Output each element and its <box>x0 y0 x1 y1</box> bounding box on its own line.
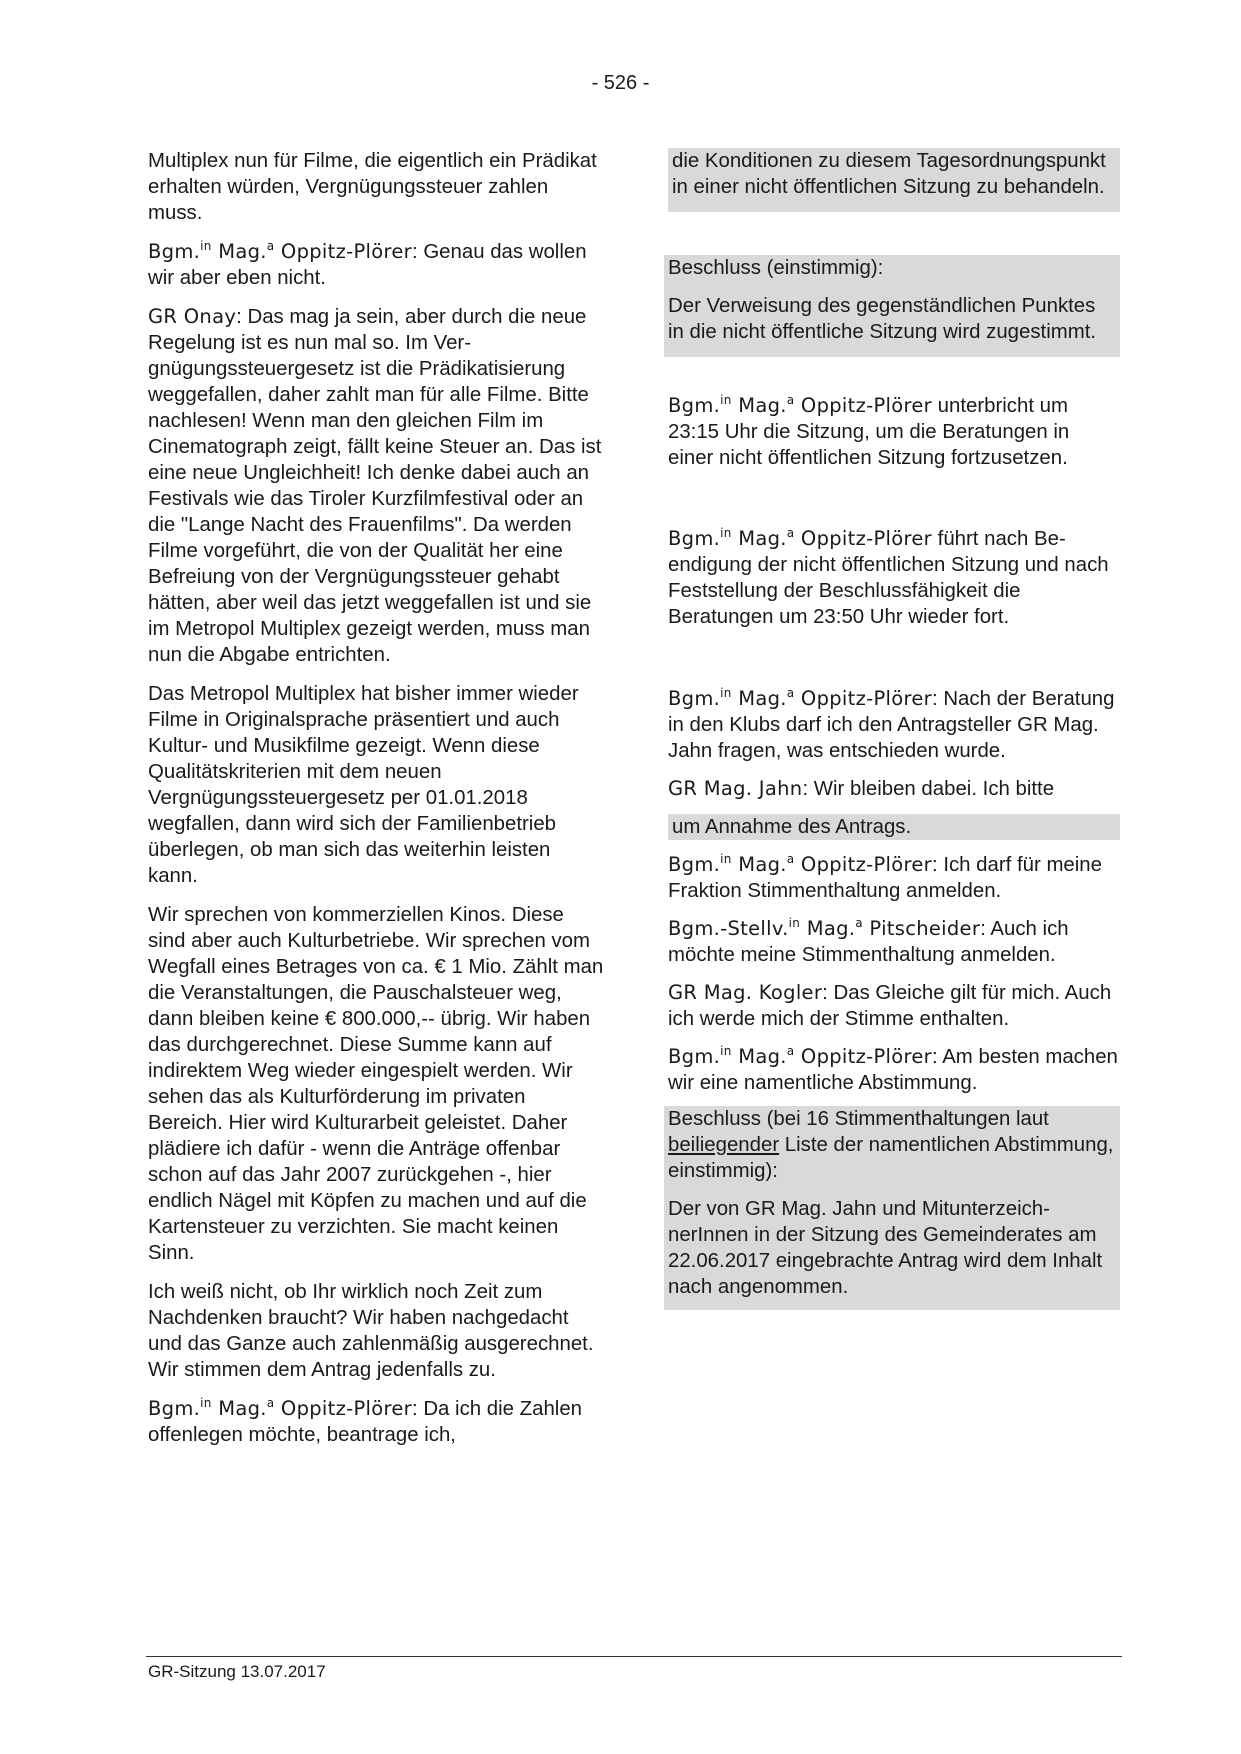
paragraph: Multiplex nun für Filme, die eigentlich ein Prädikat erhalten würden, Vergnügungssteuer zahlen muss. <box>148 150 597 224</box>
speaker-name: Bgm.$^{in}$ Mag.$^a$ Oppitz-Plörer <box>668 852 932 876</box>
paragraph: Bgm.$^{in}$ Mag.$^a$ Oppitz-Plörer führt nach Beendigung der nicht öffentlichen Sitzung und nach Feststellung der Beschlussfähigkeit die Beratungen um 23:50 Uhr wieder fort. <box>668 526 1109 628</box>
speaker-name: GR Mag. Jahn <box>668 777 803 800</box>
paragraph: Bgm.$^{in}$ Mag.$^a$ Oppitz-Plörer: Da ich die Zahlen offenlegen möchte, beantrage ich, <box>148 1396 582 1446</box>
page-number: - 526 - <box>591 72 650 94</box>
footer-divider <box>146 1656 1122 1657</box>
paragraph: Bgm.$^{in}$ Mag.$^a$ Oppitz-Plörer: Am besten machen wir eine namentliche Abstimmung. <box>668 1044 1118 1094</box>
paragraph: Das Metropol Multiplex hat bisher immer wieder Filme in Originalsprache präsentiert und auch Kultur- und Musikfilme gezeigt. Wenn diese Qualitätskriterien mit dem neuen Vergnügungssteuergesetz per 01.01.2018 wegfallen, dann wird sich der Familienbetrieb überlegen, ob man sich das weiterhin leisten kann. <box>148 683 579 887</box>
paragraph: um Annahme des Antrags. <box>668 814 1120 840</box>
paragraph: GR Onay: Das mag ja sein, aber durch die neue Regelung ist es nun mal so. Im Vergnügungssteuergesetz ist die Prädikatisierung weggefallen, daher zahlt man für alle Filme. Bitte nachlesen! Wenn man den gleichen Film im Cinematograph zeigt, fällt keine Steuer an. Das ist eine neue Ungleichheit! Ich denke dabei auch an Festivals wie das Tiroler Kurzfilmfestival oder an die "Lange Nacht des Frauenfilms". Da werden Filme vorgeführt, die von der Qualität her eine Befreiung von der Vergnügungssteuer gehabt hätten, aber weil das jetzt weggefallen ist und sie im Metropol Multiplex gezeigt werden, muss man nun die Abgabe entrichten. <box>148 305 602 666</box>
speaker-name: Bgm.-Stellv.$^{in}$ Mag.$^a$ Pitscheider <box>668 916 981 940</box>
paragraph: Bgm.$^{in}$ Mag.$^a$ Oppitz-Plörer unterbricht um 23:15 Uhr die Sitzung, um die Beratungen in einer nicht öffentlichen Sitzung fortzusetzen. <box>668 393 1070 469</box>
speaker-name: Bgm.$^{in}$ Mag.$^a$ Oppitz-Plörer <box>668 526 932 550</box>
resolution-block <box>664 1106 1120 1310</box>
footer-session-label: GR-Sitzung 13.07.2017 <box>148 1662 326 1681</box>
resolution-title: Beschluss (einstimmig): <box>668 257 884 279</box>
speaker-name: Bgm.$^{in}$ Mag.$^a$ Oppitz-Plörer <box>668 1044 932 1068</box>
attachment-reference: beiliegender <box>668 1134 780 1156</box>
right-column <box>668 148 1120 1310</box>
paragraph: GR Mag. Kogler: Das Gleiche gilt für mich. Auch ich werde mich der Stimme enthalten. <box>668 981 1112 1030</box>
speaker-name: GR Mag. Kogler <box>668 981 823 1004</box>
left-column <box>148 148 604 1461</box>
paragraph: Bgm.$^{in}$ Mag.$^a$ Oppitz-Plörer: Ich darf für meine Fraktion Stimmenthaltung anmelden. <box>668 852 1102 902</box>
speaker-name: Bgm.$^{in}$ Mag.$^a$ Oppitz-Plörer <box>148 239 412 263</box>
speaker-name: GR Onay <box>148 305 237 328</box>
paragraph: Bgm.$^{in}$ Mag.$^a$ Oppitz-Plörer: Nach der Beratung in den Klubs darf ich den Antragsteller GR Mag. Jahn fragen, was entschieden wurde. <box>668 686 1115 762</box>
paragraph: Wir sprechen von kommerziellen Kinos. Diese sind aber auch Kulturbetriebe. Wir sprechen vom Wegfall eines Betrages von ca. € 1 Mio. Zählt man die Veranstaltungen, die Pauschalsteuer weg, dann bleiben keine € 800.000,-- übrig. Wir haben das durchgerechnet. Diese Summe kann auf indirektem Weg wieder eingespielt werden. Wir sehen das als Kulturförderung im privaten Bereich. Hier wird Kulturarbeit geleistet. Daher plädiere ich dafür - wenn die Anträge offenbar schon auf das Jahr 2007 zurückgehen -, hier endlich Nägel mit Köpfen zu machen und auf die Kartensteuer zu verzichten. Sie macht keinen Sinn. <box>148 904 604 1264</box>
paragraph: Bgm.$^{in}$ Mag.$^a$ Oppitz-Plörer: Genau das wollen wir aber eben nicht. <box>148 239 587 289</box>
paragraph: GR Mag. Jahn: Wir bleiben dabei. Ich bitte <box>668 777 1055 800</box>
resolution-title: Beschluss (bei 16 Stimmenthaltungen laut beiliegender Liste der namentlichen Abstimmung, einstimmig): <box>668 1108 1114 1182</box>
paragraph: die Konditionen zu diesem Tagesordnungspunkt in einer nicht öffentlichen Sitzung zu behandeln. <box>668 148 1120 212</box>
paragraph: Ich weiß nicht, ob Ihr wirklich noch Zeit zum Nachdenken braucht? Wir haben nachgedacht und das Ganze auch zahlenmäßig ausgerechnet. Wir stimmen dem Antrag jedenfalls zu. <box>148 1281 594 1381</box>
resolution-text: Der von GR Mag. Jahn und MitunterzeichnerInnen in der Sitzung des Gemeinderates am 22.06.2017 eingebrachte Antrag wird dem Inhalt nach angenommen. <box>668 1198 1103 1298</box>
speaker-name: Bgm.$^{in}$ Mag.$^a$ Oppitz-Plörer <box>148 1396 412 1420</box>
resolution-text: Der Verweisung des gegenständlichen Punktes in die nicht öffentliche Sitzung wird zugestimmt. <box>668 295 1097 343</box>
paragraph: Bgm.-Stellv.$^{in}$ Mag.$^a$ Pitscheider: Auch ich möchte meine Stimmenthaltung anmelden. <box>668 916 1069 966</box>
speaker-name: Bgm.$^{in}$ Mag.$^a$ Oppitz-Plörer <box>668 393 932 417</box>
speaker-name: Bgm.$^{in}$ Mag.$^a$ Oppitz-Plörer <box>668 686 932 710</box>
resolution-block <box>664 255 1120 357</box>
